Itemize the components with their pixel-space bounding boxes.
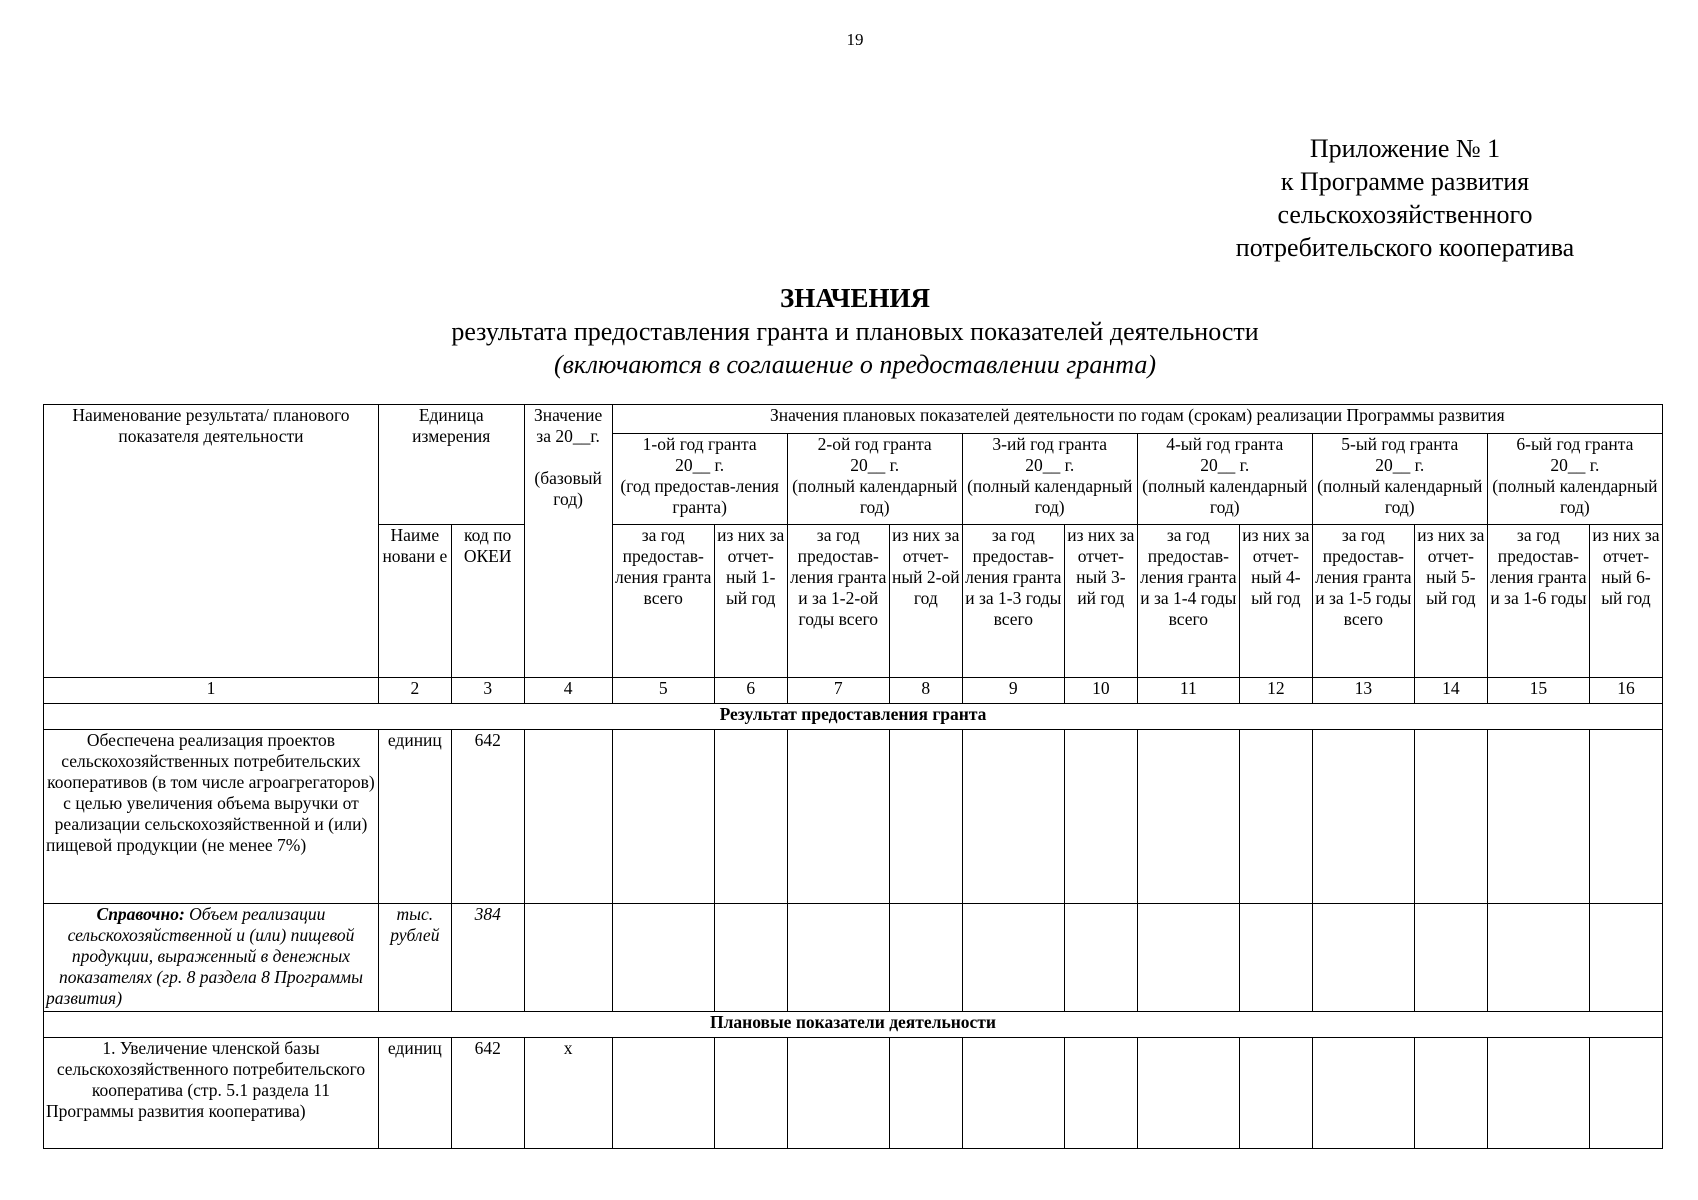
header-name: Наименование результата/ планового показателя деятельности [44,405,379,678]
row-plan-name: 1. Увеличение членской базы сельскохозяйственного потребительского кооператива (стр. 5.1 раздела 11 Программы развития кооператива) [44,1038,379,1149]
row-result-unit: единиц [378,730,451,904]
empty-cell[interactable] [1064,1038,1137,1149]
appendix-line: к Программе развития [1280,167,1530,196]
empty-cell[interactable] [1487,730,1589,904]
header-sub-col: за год предостав-ления гранта и за 1-6 годы [1487,525,1589,678]
empty-cell[interactable] [1064,730,1137,904]
page-number: 19 [846,30,864,49]
header-sub-col: за год предостав-ления гранта всего [612,525,714,678]
empty-cell[interactable] [1487,904,1589,1012]
empty-cell[interactable] [787,730,889,904]
header-sub-col: за год предостав-ления гранта и за 1-4 годы всего [1137,525,1239,678]
column-number: 14 [1414,678,1487,704]
empty-cell[interactable] [1312,1038,1414,1149]
header-year-2: 2-ой год гранта 20__ г. (полный календарный год) [787,434,962,525]
empty-cell[interactable] [787,904,889,1012]
empty-cell[interactable] [1137,730,1239,904]
row-plan-base: x [524,1038,612,1149]
header-sub-col: из них за отчет-ный 4-ый год [1239,525,1312,678]
header-sub-col: из них за отчет-ный 5-ый год [1414,525,1487,678]
column-numbers-row [44,678,1663,704]
empty-cell[interactable] [889,1038,962,1149]
header-base-value-label: Значение за 20__г. [533,405,603,446]
empty-cell[interactable] [1589,1038,1662,1149]
row-reference-name [44,904,379,1012]
row-plan-code: 642 [451,1038,524,1149]
empty-cell[interactable] [962,1038,1064,1149]
column-number: 8 [889,678,962,704]
column-number: 9 [962,678,1064,704]
empty-cell[interactable] [1414,1038,1487,1149]
empty-cell[interactable] [1137,904,1239,1012]
header-base-year: (базовый год) [534,468,602,509]
empty-cell[interactable] [1239,1038,1312,1149]
column-number: 11 [1137,678,1239,704]
header-plan-values: Значения плановых показателей деятельности по годам (срокам) реализации Программы развития [612,405,1662,434]
empty-cell[interactable] [1487,1038,1589,1149]
appendix-line: Приложение № 1 [1309,134,1501,163]
empty-cell[interactable] [1589,904,1662,1012]
column-number: 7 [787,678,889,704]
empty-cell[interactable] [714,1038,787,1149]
table-row [44,1038,1663,1149]
empty-cell[interactable] [1312,904,1414,1012]
table-row [44,730,1663,904]
document-title: ЗНАЧЕНИЯ [780,283,930,313]
header-year-1: 1-ой год гранта 20__ г. (год предостав-ления гранта) [612,434,787,525]
column-number: 2 [378,678,451,704]
empty-cell[interactable] [524,904,612,1012]
row-plan-unit: единиц [378,1038,451,1149]
empty-cell[interactable] [1137,1038,1239,1149]
column-number: 10 [1064,678,1137,704]
empty-cell[interactable] [962,904,1064,1012]
empty-cell[interactable] [1414,730,1487,904]
empty-cell[interactable] [889,730,962,904]
column-number: 3 [451,678,524,704]
column-number: 12 [1239,678,1312,704]
header-sub-col: из них за отчет-ный 3-ий год [1064,525,1137,678]
header-year-6: 6-ый год гранта 20__ г. (полный календарный год) [1487,434,1662,525]
row-reference-text: Объем реализации сельскохозяйственной и (или) пищевой продукции, выраженный в денежных показателях (гр. 8 раздела 8 Программы развития) [46,904,363,1008]
column-number: 4 [524,678,612,704]
header-sub-col: за год предостав-ления гранта и за 1-3 годы всего [962,525,1064,678]
column-number: 1 [44,678,379,704]
empty-cell[interactable] [1064,904,1137,1012]
row-result-name: Обеспечена реализация проектов сельскохозяйственных потребительских кооперативов (в том числе агроагрегаторов) с целью увеличения объема выручки от реализации сельскохозяйственной и (или) пищевой продукции (не менее 7%) [44,730,379,904]
column-number: 15 [1487,678,1589,704]
row-reference-code: 384 [451,904,524,1012]
section-result-heading: Результат предоставления гранта [44,704,1663,730]
document-note: (включаются в соглашение о предоставлении гранта) [553,350,1156,379]
column-number: 5 [612,678,714,704]
row-result-code: 642 [451,730,524,904]
column-number: 13 [1312,678,1414,704]
header-year-4: 4-ый год гранта 20__ г. (полный календарный год) [1137,434,1312,525]
header-sub-col: из них за отчет-ный 1-ый год [714,525,787,678]
document-subtitle: результата предоставления гранта и плановых показателей деятельности [451,317,1259,346]
header-base-value [524,405,612,678]
title-block [0,281,1698,381]
empty-cell[interactable] [612,1038,714,1149]
header-sub-col: за год предостав-ления гранта и за 1-5 годы всего [1312,525,1414,678]
column-number: 16 [1589,678,1662,704]
header-year-3: 3-ий год гранта 20__ г. (полный календарный год) [962,434,1137,525]
header-unit-code: код по ОКЕИ [451,525,524,678]
row-reference-unit: тыс. рублей [378,904,451,1012]
empty-cell[interactable] [889,904,962,1012]
appendix-caption [1210,132,1600,264]
header-year-5: 5-ый год гранта 20__ г. (полный календарный год) [1312,434,1487,525]
empty-cell[interactable] [962,730,1064,904]
empty-cell[interactable] [1239,730,1312,904]
column-number: 6 [714,678,787,704]
values-table [43,404,1663,1149]
row-reference-lead: Справочно: [96,904,185,924]
header-unit: Единица измерения [378,405,524,525]
section-plan-heading: Плановые показатели деятельности [44,1012,1663,1038]
empty-cell[interactable] [1414,904,1487,1012]
header-sub-col: из них за отчет-ный 2-ой год [889,525,962,678]
appendix-line: сельскохозяйственного [1277,200,1533,229]
empty-cell[interactable] [714,904,787,1012]
empty-cell[interactable] [524,730,612,904]
header-sub-col: из них за отчет-ный 6-ый год [1589,525,1662,678]
empty-cell[interactable] [787,1038,889,1149]
header-unit-name: Наиме новани е [378,525,451,678]
empty-cell[interactable] [1239,904,1312,1012]
empty-cell[interactable] [612,904,714,1012]
empty-cell[interactable] [1589,730,1662,904]
header-sub-col: за год предостав-ления гранта и за 1-2-ой годы всего [787,525,889,678]
appendix-line: потребительского кооператива [1235,233,1575,262]
empty-cell[interactable] [714,730,787,904]
table-row [44,904,1663,1012]
empty-cell[interactable] [1312,730,1414,904]
empty-cell[interactable] [612,730,714,904]
